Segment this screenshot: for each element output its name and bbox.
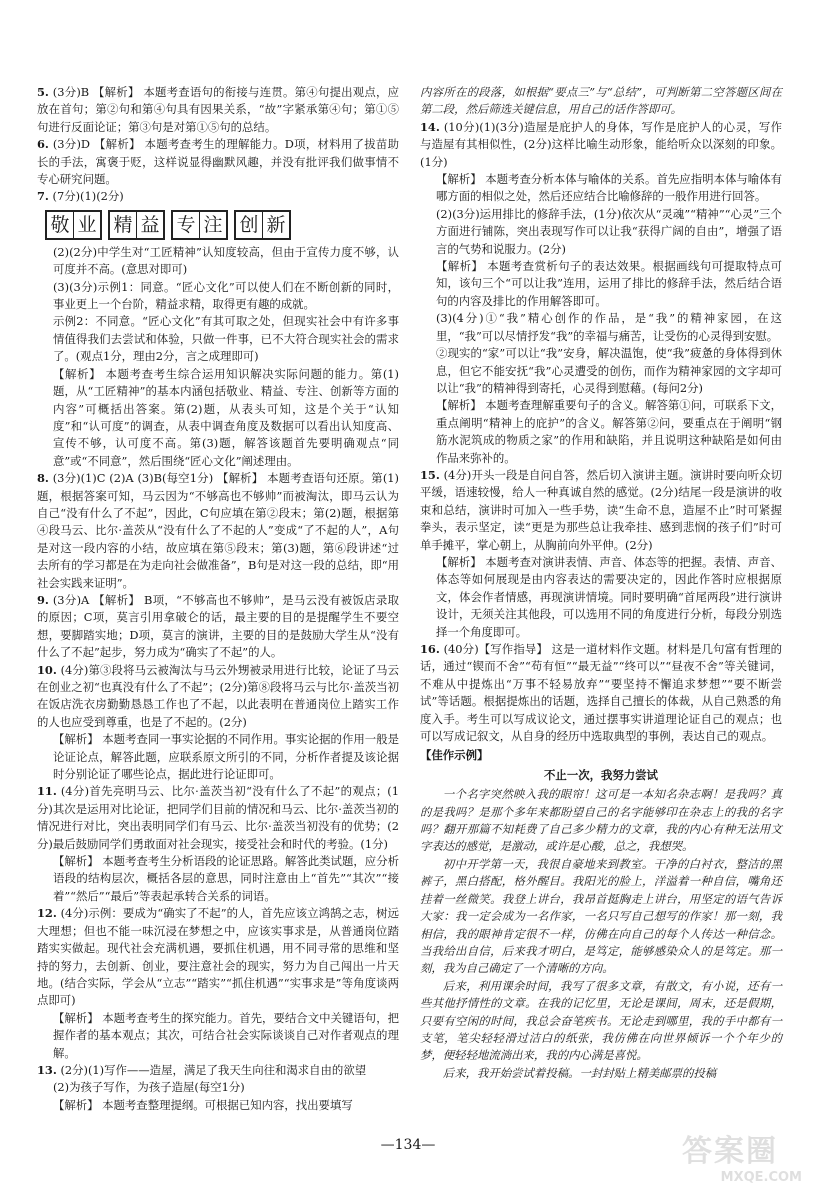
question-number: 5. (37, 85, 49, 99)
question-number: 8. (37, 471, 49, 486)
left-item (37, 136, 399, 188)
watermark-subtext: MXQE.COM (720, 1170, 802, 1185)
answer-text: (2分)(1)写作——造屋，满足了我天生向往和渴求自由的欲望 (60, 1062, 367, 1077)
left-item (37, 1079, 399, 1096)
left-item (37, 1062, 399, 1079)
answer-text: (3分)D 【解析】 本题考查考生的理解能力。D项，材料用了拔苗助长的手法，寓褒于贬，这样说显得幽默风趣，并没有批评我们做事情不专心研究问题。 (37, 137, 399, 187)
right-item (420, 258, 782, 310)
answer-text: 【解析】 本题考查整理提纲。可根据已知内容，找出要填写 (52, 1097, 353, 1112)
question-number: 6. (37, 137, 49, 152)
left-item (37, 1010, 399, 1062)
left-item (37, 84, 399, 136)
answer-text: (7分)(1)(2分) (52, 189, 124, 204)
answer-character: 业 (77, 213, 97, 236)
answer-text: 【解析】 本题考查对演讲表情、声音、体态等的把握。表情、声音、体态等如何展现是由内容表达的需要决定的，因此作答时应根据原文，体会作者情感，再现演讲情境。同时要明确“首尾两段”进行演讲设计，无须关注其他段，可以选用不同的角度进行分析，每段分别选择一个角度即可。 (435, 554, 782, 639)
answer-character: 注 (203, 213, 223, 236)
question-number: 14. (420, 119, 440, 134)
right-column (420, 84, 782, 1082)
answer-character: 敬 (47, 212, 74, 238)
left-item (37, 470, 399, 592)
answer-text: (3分)A 【解析】 B项，“不够高也不够帅”，是马云没有被饭店录取的原因；C项，莫言引用拿破仑的话，最主要的目的是提醒学生不要空想，要脚踏实地；D项，莫言的演讲，主要的目的是鼓励大学生从“没有什么了不起”起步，努力成为“确实了不起”的人。 (37, 592, 399, 660)
right-item (420, 310, 782, 345)
answer-character: 创 (236, 212, 263, 238)
answer-text: 【解析】 本题考查分析本体与喻体的关系。首先应指明本体与喻体有哪方面的相似之处，然后还应结合比喻修辞的一般作用进行回答。 (435, 172, 782, 204)
question-number: 10. (37, 662, 57, 677)
left-column (37, 84, 399, 1114)
essay-paragraph: 一个名字突然映入我的眼帘！这可是一本知名杂志啊！是我吗？真的是我吗？是那个多年来都盼望自己的名字能够印在杂志上的我的名字吗？翻开那篇不知耗费了自己多少精力的文章，我的内心有种无法用文字表达的感觉，是激动，或许是心酸，总之，我想哭。 (420, 787, 782, 854)
answer-character: 专 (173, 212, 200, 238)
answer-text: (4分)首先亮明马云、比尔·盖茨当初“没有什么了不起”的观点；(1分)其次是运用对比论证，把同学们目前的情况和马云、比尔·盖茨当初的情况进行对比，突出表明同学们有马云、比尔·盖茨当初没有的优势；(2分)最后鼓励同学们勇敢面对社会现实，接受社会和时代的考验。(1分) (37, 784, 399, 851)
answer-text: (4分)开头一段是自问自答，然后切入演讲主题。演讲时要向听众切平缓，语速较慢，给人一种真诚自然的感觉。(2分)结尾一段是演讲的收束和总结，演讲时可加入一些手势，读“生命不息，造屋不止”时可紧握拳头，表示坚定，读“更是为那些总让我牵挂、感到悲悯的孩子们”时可单手摊平，掌心朝上，从胸前向外平伸。(2分) (420, 467, 783, 552)
left-item (37, 592, 399, 662)
question-number: 13. (37, 1062, 57, 1077)
essay-paragraph: 后来，我开始尝试着投稿。一封封贴上精美邮票的投稿 (442, 1065, 717, 1080)
word-box-row (45, 210, 399, 240)
right-item (420, 171, 782, 206)
right-item (420, 345, 782, 397)
answer-text: (2)(3分)运用排比的修辞手法，(1分)依次从“灵魂”“精神”“心灵”三个方面进行铺陈，突出表现写作可以让我“获得广阔的自由”，增强了语言的气势和说服力。(2分) (435, 206, 782, 256)
right-item (420, 554, 782, 641)
question-number: 16. (420, 642, 440, 656)
right-item (420, 467, 782, 554)
answer-paragraph: (2)(2分)中学生对“工匠精神”认知度较高，但由于宣传力度不够，认可度并不高。(意思对即可) (52, 244, 399, 277)
answer-text: (4分)示例：要成为“确实了不起”的人，首先应该立鸿鹄之志，树远大理想；但也不能一味沉浸在梦想之中，应该实事求是，从普通岗位踏踏实实做起。现代社会充满机遇，要抓住机遇，用不同寻常的思维和坚持的努力，去创新、创业，要注意社会的现实，努力为自己闯出一片天地。(结合实际，学会从“立志”“踏实”“抓住机遇”“实事求是”等角度谈两点即可) (37, 906, 399, 1008)
left-item (37, 1097, 399, 1114)
answer-word-box (45, 210, 102, 240)
carryover-paragraph: 内容所在的段落，如根据“要点三”与“总结”，可判断第二空答题区间在第二段，然后筛选关键信息，用自己的话作答即可。 (420, 85, 782, 117)
answer-paragraph: 【解析】 本题考查考生综合运用知识解决实际问题的能力。第(1)题，从“工匠精神”的基本内涵包括敬业、精益、专注、创新等方面的内容”可概括出答案。第(2)题，从表头可知，这是个关于“认知度”和“认可度”的调查，从表中调查角度及数据可以看出认知度高、宣传不够，认可度不高。第(3)题，解答该题首先要明确观点“同意”或“不同意”，然后围绕“匠心文化”阐述理由。 (52, 366, 399, 468)
answer-text: (3分)(1)C (2)A (3)B(每空1分) 【解析】 本题考查语句还原。第(1)题，根据答案可知，马云因为“不够高也不够帅”而被淘汰，即马云认为自己“没有什么了不起”，因此，C句应填在第②段末；第(2)题，根据第④段马云、比尔·盖茨从“没有什么了不起的人”变成“了不起的人”，A句是对这一段内容的小结，故应填在第⑤段末；第(3)题，第⑥段讲述“过去所有的学习都是在为走向社会做准备”，B句是对这一段的总结，即“用社会实践来证明”。 (37, 471, 399, 590)
right-item (420, 206, 782, 258)
left-item (37, 188, 399, 205)
answer-text: (40分)【写作指导】 这是一道材料作文题。材料是几句富有哲理的话，通过“锲而不舍”“苟有恒”“最无益”“终可以”“昼夜不舍”等关键词，不难从中提炼出“万事不轻易放弃”“要坚持不懈追求梦想”“要不断尝试”等话题。根据提炼出的话题，选择自己擅长的体裁，从自己熟悉的角度入手。考生可以写成议论文，通过摆事实讲道理论证自己的观点；也可以写成记叙文，从自身的经历中选取典型的事例，表达自己的观点。 (420, 642, 782, 744)
answer-character: 精 (110, 212, 137, 238)
page-number: —134— (380, 1137, 436, 1153)
watermark-text: 答案圈 (682, 1134, 778, 1169)
answer-text: 【解析】 本题考查赏析句子的表达效果。根据画线句可提取特点可知，该句三个“可以让我”连用，运用了排比的修辞手法，然后结合语句的内容及排比的作用解答即可。 (435, 259, 782, 308)
answer-text: (4分)第③段将马云被淘汰与马云外甥被录用进行比较，论证了马云在创业之初“也真没有什么了不起”；(2分)第⑧段将马云与比尔·盖茨当初在饭店洗衣房勤勤恳恳工作也了不起，以此表明在普通岗位上踏实工作的人也应受到尊重，也是了不起的。(2分) (37, 662, 400, 729)
question-number: 9. (37, 592, 49, 607)
left-item (37, 662, 399, 732)
watermark-logo (682, 1136, 802, 1190)
answer-text: (2)为孩子写作，为孩子造屋(每空1分) (52, 1080, 245, 1095)
answer-text: (3分)B 【解析】 本题考查语句的衔接与连贯。第④句提出观点，应放在首句；第②句和第④句具有因果关系，“故”字紧承第④句；第①⑤句进行反面论证；第③句是对第①⑤句的总结。 (37, 85, 400, 134)
answer-text: 【解析】 本题考查考生的探究能力。首先，要结合文中关键语句，把握作者的基本观点；其次，可结合社会实际谈谈自己对作者观点的理解。 (52, 1010, 399, 1060)
right-item (420, 641, 782, 745)
answer-text: 【解析】 本题考查理解重要句子的含义。解答第①问，可联系下文，重点阐明“精神上的庇护”的含义。解答第②问，要重点在于阐明“钢筋水泥筑成的物质之家”的作用和缺陷，并且说明这种缺陷是如何由作品来弥补的。 (435, 398, 782, 465)
essay-body (420, 786, 782, 1082)
question-number: 11. (37, 784, 57, 799)
answer-word-box (108, 210, 165, 240)
essay-title: 不止一次，我努力尝试 (544, 767, 658, 782)
left-item (37, 853, 399, 905)
answer-paragraph: (3)(3分)示例1：同意。“匠心文化”可以使人们在不断创新的同时，事业更上一个台阶，精益求精，取得更有趣的成就。 (52, 279, 399, 312)
left-item (37, 731, 399, 783)
right-item (420, 119, 782, 171)
answer-text: ②现实的“家”可以让“我”安身，解决温饱，使“我”疲惫的身体得到休息，但它不能安抚“我”心灵遭受的创伤，而作为精神家园的文字却可以让“我”的精神得到寄托，心灵得到慰藉。(每问2分) (435, 346, 782, 395)
left-item (37, 783, 399, 853)
answer-text: 【解析】 本题考查同一事实论据的不同作用。事实论据的作用一般是论证论点，解答此题，应联系原文所引的不同，分析作者提及该论据时分别论证了哪些论点，据此进行论证即可。 (52, 732, 399, 782)
question-number: 12. (37, 906, 57, 921)
answer-text: 【解析】 本题考查考生分析语段的论证思路。解答此类试题，应分析语段的结构层次，概括各层的意思，同时注意由上“首先”“其次”“接着”“然后”“最后”等表起承转合关系的词语。 (52, 854, 399, 903)
answer-word-box (234, 210, 291, 240)
answer-paragraph: 示例2：不同意。“匠心文化”有其可取之处，但现实社会中有许多事情值得我们去尝试和体验，只做一件事，已不大符合现实社会的需求了。(观点1分，理由2分，言之成理即可) (52, 314, 399, 364)
essay-paragraph: 初中开学第一天，我很自豪地来到教室。干净的白衬衣，整洁的黑裤子，黑白搭配，格外醒目。我阳光的脸上，洋溢着一种自信，嘴角还挂着一丝微笑。我登上讲台，我昂首挺胸走上讲台，用坚定的语气告诉大家：我一定会成为一名作家，一名只写自己想写的作家！那一刻，我相信，我的眼神肯定很不一样，仿佛在向自己的每个人传达一种信念。当我给出自信，后来我才明白，是笃定，能够感染众人的是笃定。那一刻，我为自己确定了一个清晰的方向。 (420, 856, 782, 976)
question-number: 7. (37, 189, 49, 204)
right-item (420, 397, 782, 467)
answer-word-box (171, 210, 228, 240)
answer-character: 益 (140, 213, 160, 236)
question-number: 15. (420, 467, 440, 482)
answer-text: (10分)(1)(3分)造屋是庇护人的身体，写作是庇护人的心灵，写作与造屋有其相似性，(2分)这样比喻生动形象，能给听众以深刻的印象。(1分) (420, 119, 783, 169)
left-item (37, 905, 399, 1009)
answer-character: 新 (266, 213, 286, 236)
essay-label: 【佳作示例】 (420, 748, 489, 763)
essay-paragraph: 后来，利用课余时间，我写了很多文章，有散文，有小说，还有一些其他抒情性的文章。在我的记忆里，无论是课间，周末，还是假期，只要有空闲的时间，我总会奋笔疾书。无论走到哪里，我的手中都有一支笔，笔尖轻轻滑过洁白的纸张，我仿佛在向世界倾诉一个个年少的梦，便轻轻地流淌出来，我的内心满是喜悦。 (420, 978, 782, 1063)
answer-text: (3)(4分)①“我”精心创作的作品，是“我”的精神家园，在这里，“我”可以尽情抒发“我”的幸福与痛苦，让受伤的心灵得到安慰。 (435, 311, 782, 343)
